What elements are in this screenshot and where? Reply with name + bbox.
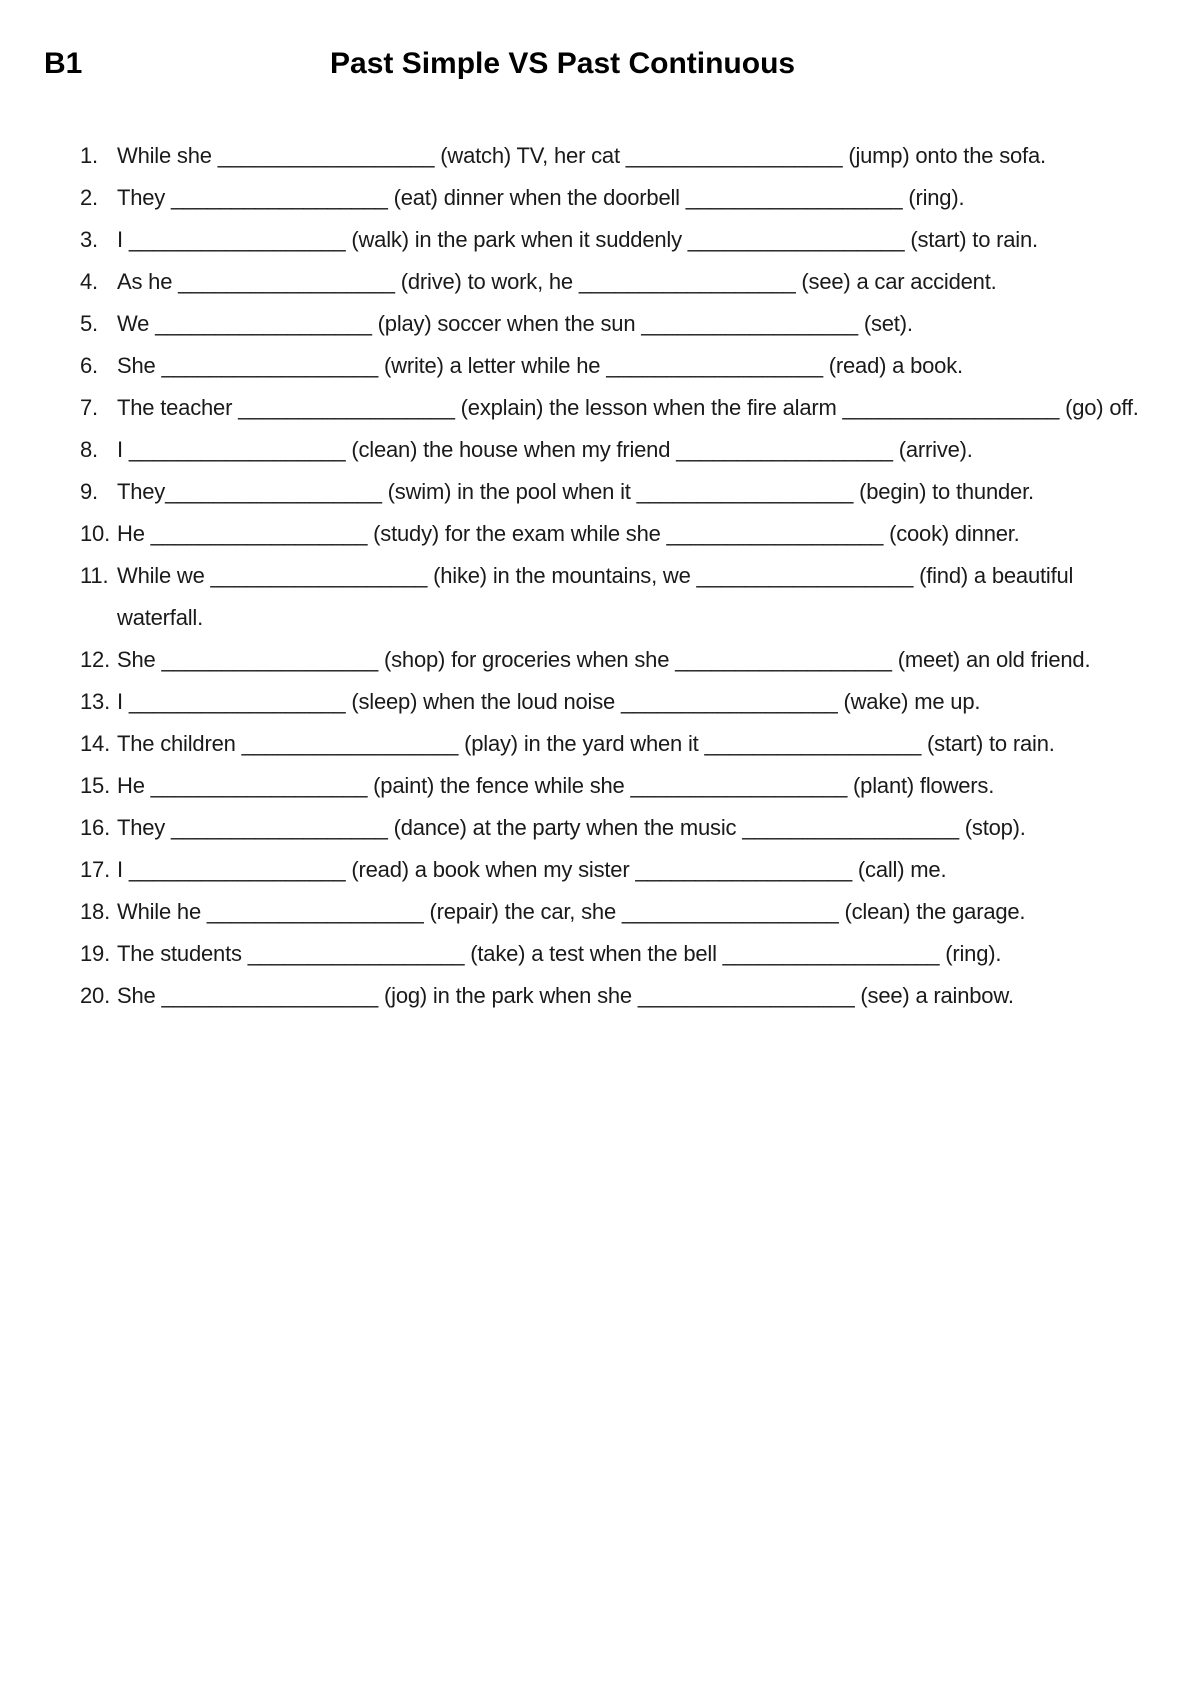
item-text: The students __________________ (take) a test when the bell __________________ (ring). bbox=[117, 941, 1002, 966]
item-number: 20. bbox=[80, 983, 110, 1008]
exercise-item bbox=[80, 933, 1160, 975]
item-text: She __________________ (jog) in the park when she __________________ (see) a rainbow. bbox=[117, 983, 1014, 1008]
worksheet-header bbox=[44, 40, 1164, 88]
exercise-item bbox=[80, 555, 1160, 639]
exercise-item bbox=[80, 849, 1160, 891]
item-number: 8. bbox=[80, 437, 98, 462]
exercise-list bbox=[80, 135, 1160, 1017]
item-number: 7. bbox=[80, 395, 98, 420]
item-text: I __________________ (clean) the house when my friend __________________ (arrive). bbox=[117, 437, 973, 462]
exercise-item bbox=[80, 975, 1160, 1017]
item-text: The teacher __________________ (explain) the lesson when the fire alarm __________________ (go) off. bbox=[117, 395, 1139, 420]
exercise-item bbox=[80, 387, 1160, 429]
item-text: While he __________________ (repair) the car, she __________________ (clean) the garage. bbox=[117, 899, 1026, 924]
item-text: They__________________ (swim) in the pool when it __________________ (begin) to thunder. bbox=[117, 479, 1034, 504]
item-text: I __________________ (sleep) when the loud noise __________________ (wake) me up. bbox=[117, 689, 981, 714]
exercise-item bbox=[80, 891, 1160, 933]
item-number: 14. bbox=[80, 731, 110, 756]
item-number: 1. bbox=[80, 143, 98, 168]
item-number: 13. bbox=[80, 689, 110, 714]
item-text: As he __________________ (drive) to work, he __________________ (see) a car accident. bbox=[117, 269, 997, 294]
item-number: 16. bbox=[80, 815, 110, 840]
exercise-item bbox=[80, 429, 1160, 471]
exercise-item bbox=[80, 219, 1160, 261]
exercise-item bbox=[80, 765, 1160, 807]
item-text: I __________________ (read) a book when my sister __________________ (call) me. bbox=[117, 857, 947, 882]
exercise-item bbox=[80, 513, 1160, 555]
item-text: She __________________ (write) a letter while he __________________ (read) a book. bbox=[117, 353, 963, 378]
exercise-item bbox=[80, 639, 1160, 681]
item-number: 4. bbox=[80, 269, 98, 294]
item-number: 17. bbox=[80, 857, 110, 882]
item-text: While she __________________ (watch) TV, her cat __________________ (jump) onto the sofa. bbox=[117, 143, 1046, 168]
item-number: 15. bbox=[80, 773, 110, 798]
item-text: They __________________ (eat) dinner when the doorbell __________________ (ring). bbox=[117, 185, 965, 210]
exercise-item bbox=[80, 345, 1160, 387]
exercise-item bbox=[80, 135, 1160, 177]
item-number: 2. bbox=[80, 185, 98, 210]
item-number: 3. bbox=[80, 227, 98, 252]
page-title: Past Simple VS Past Continuous bbox=[330, 47, 796, 80]
item-text: While we __________________ (hike) in the mountains, we __________________ (find) a beautiful waterfall. bbox=[117, 563, 1074, 630]
exercise-item bbox=[80, 303, 1160, 345]
exercise-item bbox=[80, 681, 1160, 723]
level-label: B1 bbox=[44, 47, 83, 80]
item-number: 10. bbox=[80, 521, 110, 546]
item-text: He __________________ (study) for the exam while she __________________ (cook) dinner. bbox=[117, 521, 1020, 546]
item-text: They __________________ (dance) at the party when the music __________________ (stop). bbox=[117, 815, 1026, 840]
exercise-item bbox=[80, 471, 1160, 513]
exercise-item bbox=[80, 177, 1160, 219]
item-text: She __________________ (shop) for groceries when she __________________ (meet) an old friend. bbox=[117, 647, 1091, 672]
item-number: 9. bbox=[80, 479, 98, 504]
item-text: He __________________ (paint) the fence while she __________________ (plant) flowers. bbox=[117, 773, 995, 798]
item-number: 11. bbox=[80, 563, 109, 588]
item-number: 6. bbox=[80, 353, 98, 378]
item-number: 5. bbox=[80, 311, 98, 336]
item-number: 18. bbox=[80, 899, 110, 924]
exercise-item bbox=[80, 723, 1160, 765]
item-text: We __________________ (play) soccer when the sun __________________ (set). bbox=[117, 311, 913, 336]
item-text: The children __________________ (play) in the yard when it __________________ (start) to rain. bbox=[117, 731, 1055, 756]
exercise-item bbox=[80, 261, 1160, 303]
item-text: I __________________ (walk) in the park when it suddenly __________________ (start) to rain. bbox=[117, 227, 1038, 252]
exercise-item bbox=[80, 807, 1160, 849]
item-number: 19. bbox=[80, 941, 110, 966]
item-number: 12. bbox=[80, 647, 110, 672]
